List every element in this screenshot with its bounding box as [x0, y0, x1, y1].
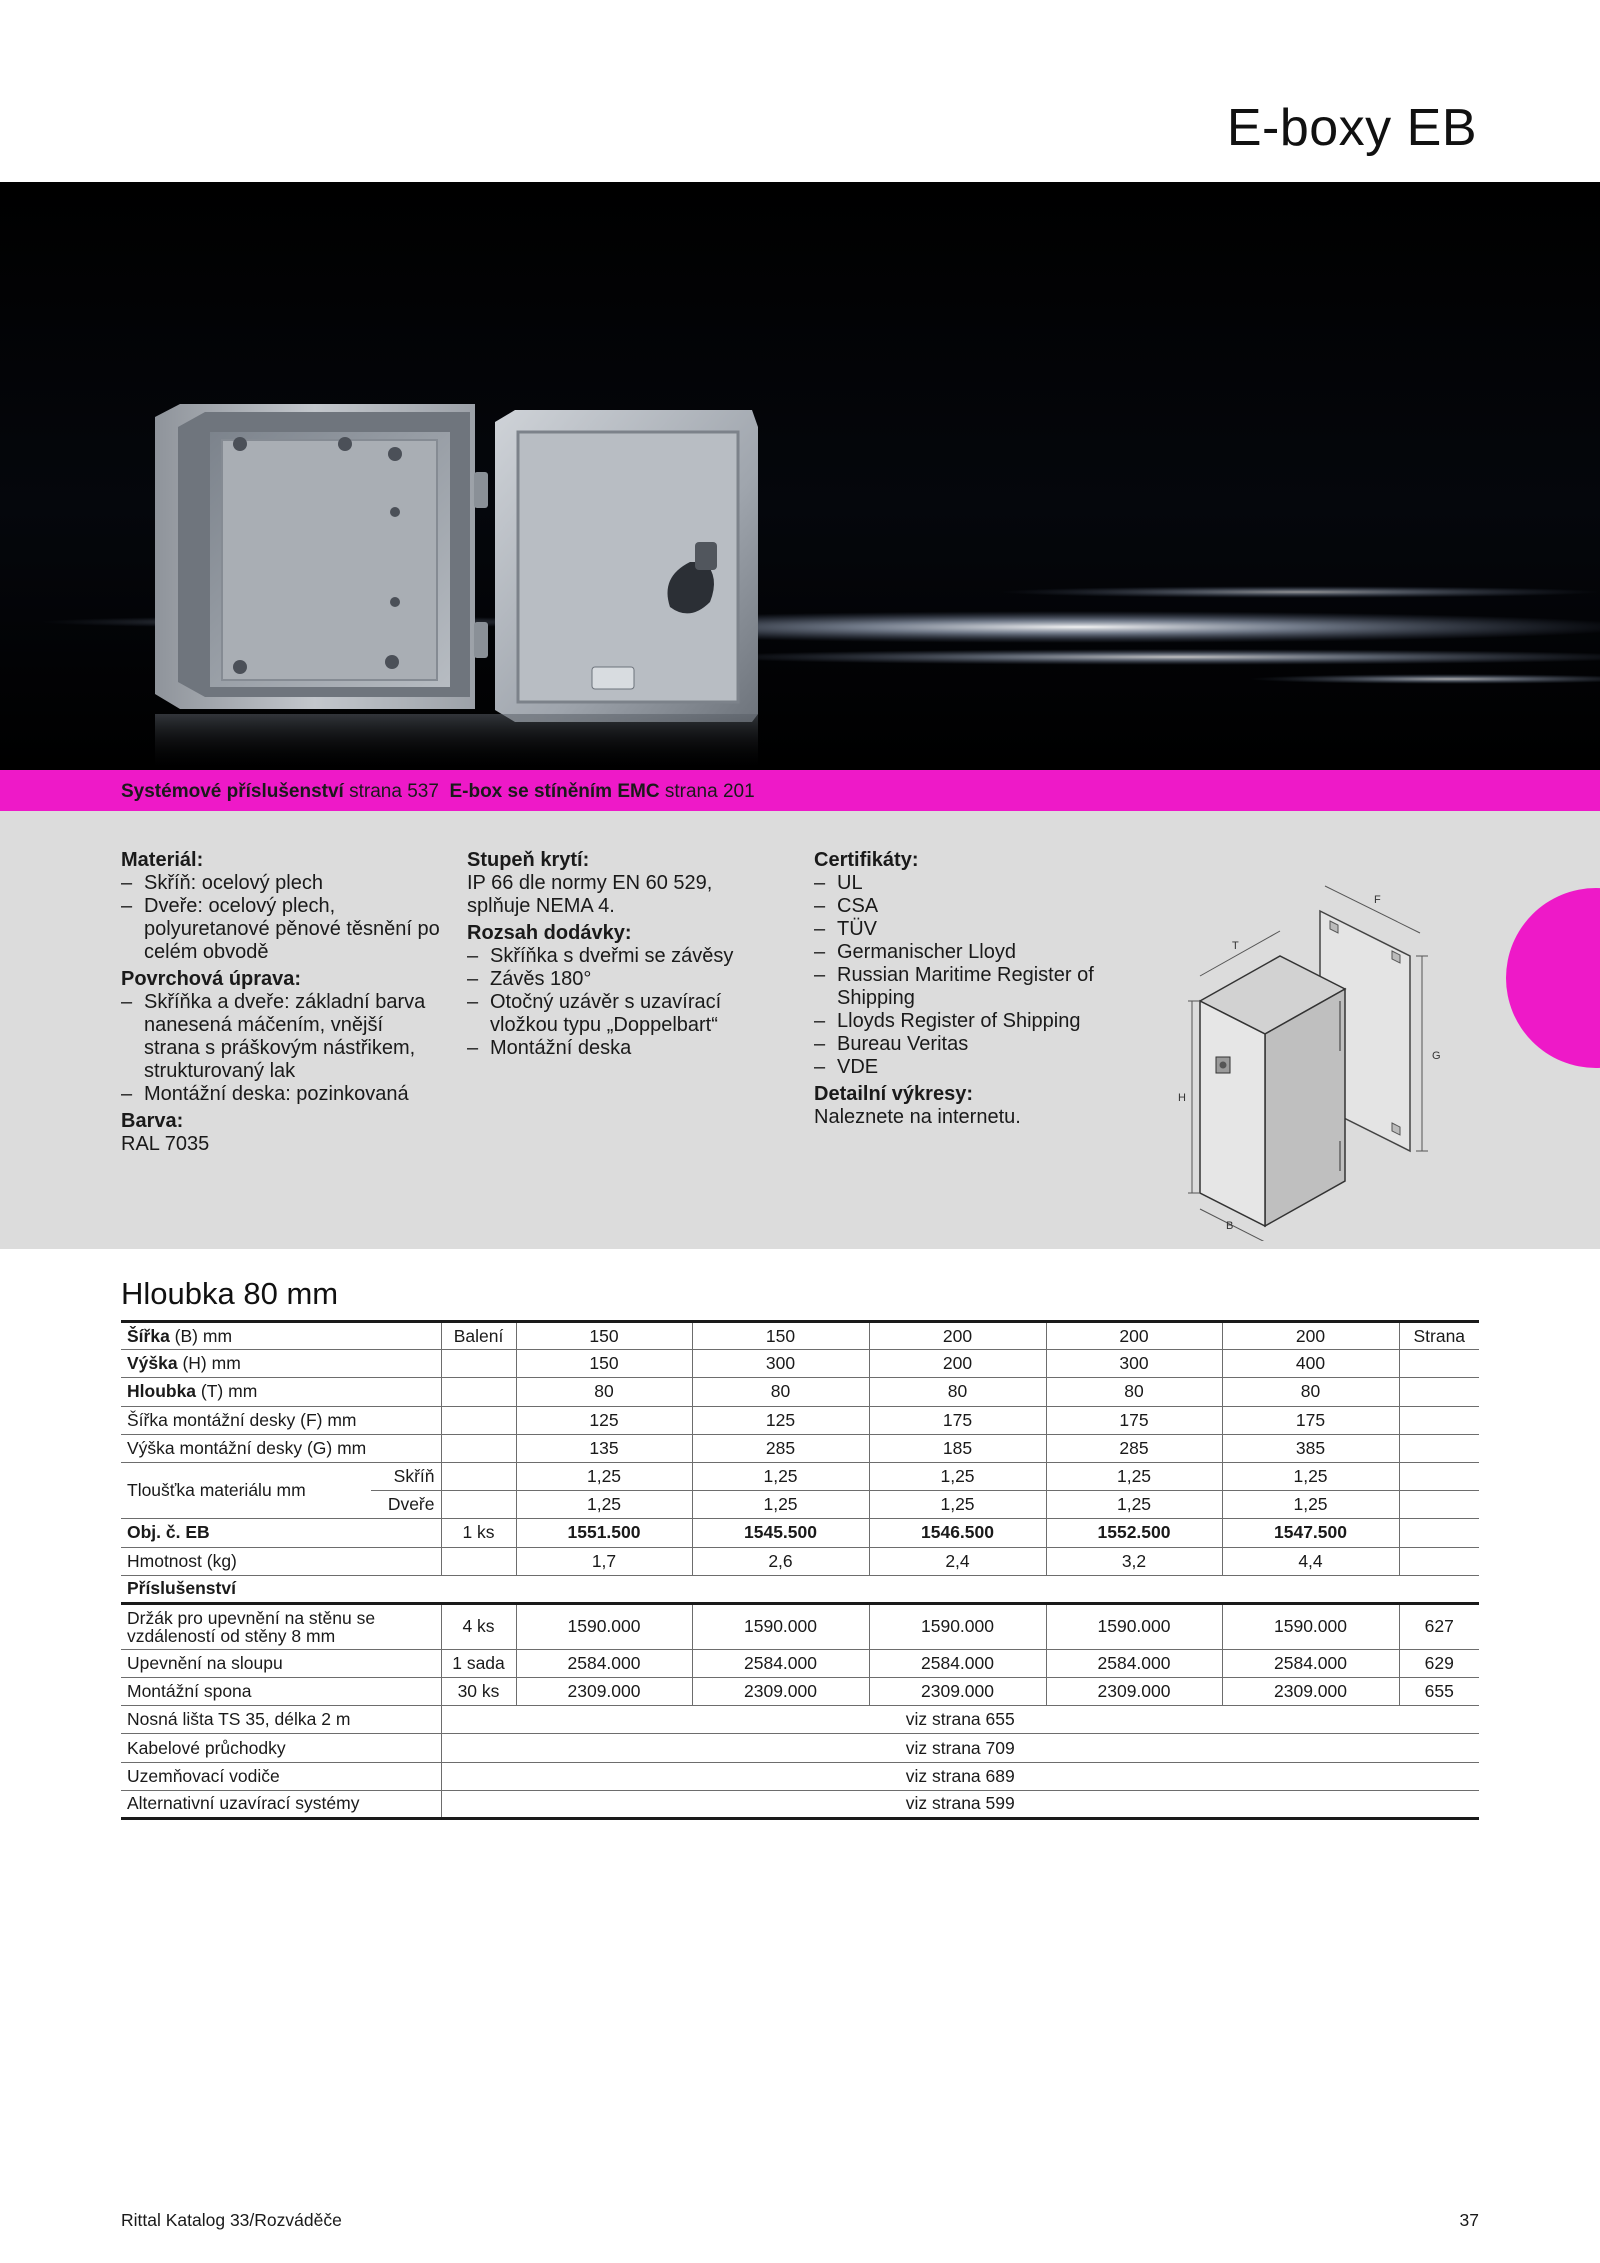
row-label: Montážní spona	[121, 1678, 441, 1706]
table-cell: 185	[869, 1434, 1046, 1462]
diagram-label-b: B	[1226, 1220, 1234, 1232]
footer-catalog-title: Rittal Katalog 33/Rozváděče	[121, 2210, 342, 2230]
table-row	[121, 1762, 1479, 1790]
protection-value: IP 66 dle normy EN 60 529, splňuje NEMA 4.	[467, 872, 713, 917]
table-cell: 2584.000	[869, 1649, 1046, 1677]
table-cell: 1 ks	[441, 1519, 516, 1547]
list-item: – VDE	[814, 1056, 1134, 1079]
table-cell: 3,2	[1046, 1547, 1222, 1575]
list-item: – Russian Maritime Register of Shipping	[814, 964, 1134, 1010]
table-cell: 2309.000	[692, 1678, 869, 1706]
table-cell: 1,25	[1222, 1462, 1399, 1490]
decorative-circle	[1506, 888, 1600, 1068]
table-cell: 1 sada	[441, 1649, 516, 1677]
table-cell: 2,4	[869, 1547, 1046, 1575]
table-cell: 2309.000	[1222, 1678, 1399, 1706]
table-cell: 655	[1399, 1678, 1479, 1706]
table-cell: 2584.000	[692, 1649, 869, 1677]
material-heading: Materiál:	[121, 849, 204, 871]
table-cell: 2584.000	[516, 1649, 692, 1677]
row-sublabel: Skříň	[371, 1462, 441, 1490]
table-cell	[441, 1547, 516, 1575]
table-cell: 200	[1046, 1322, 1222, 1350]
list-item: – Lloyds Register of Shipping	[814, 1010, 1134, 1033]
table-row	[121, 1519, 1479, 1547]
table-cell: 80	[516, 1378, 692, 1406]
table-cell	[441, 1406, 516, 1434]
specifications-band	[0, 811, 1600, 1249]
row-label: Držák pro upevnění na stěnu se vzdáleností od stěny 8 mm	[121, 1603, 441, 1649]
table-cell: 200	[869, 1322, 1046, 1350]
product-hero-image	[0, 182, 1600, 770]
table-cell: 1,25	[692, 1462, 869, 1490]
table-row	[121, 1678, 1479, 1706]
table-cell: 1,25	[869, 1462, 1046, 1490]
table-cell: 1590.000	[1046, 1603, 1222, 1649]
row-label: Upevnění na sloupu	[121, 1649, 441, 1677]
table-cell: 125	[516, 1406, 692, 1434]
table-cell: 80	[1222, 1378, 1399, 1406]
drawings-value: Naleznete na internetu.	[814, 1106, 1021, 1128]
table-cell	[441, 1378, 516, 1406]
row-sublabel: Dveře	[371, 1491, 441, 1519]
table-cell: 2,6	[692, 1547, 869, 1575]
table-cell: 150	[516, 1350, 692, 1378]
row-label: Výška (H) mm	[121, 1350, 441, 1378]
table-cell	[1399, 1547, 1479, 1575]
list-item: – Bureau Veritas	[814, 1033, 1134, 1056]
drawings-heading: Detailní výkresy:	[814, 1083, 973, 1105]
diagram-label-g: G	[1432, 1050, 1441, 1062]
table-cell: 80	[1046, 1378, 1222, 1406]
row-label: Hloubka (T) mm	[121, 1378, 441, 1406]
table-cell: 1,7	[516, 1547, 692, 1575]
table-cell: 1590.000	[692, 1603, 869, 1649]
color-value: RAL 7035	[121, 1133, 210, 1155]
table-row	[121, 1547, 1479, 1575]
table-cell: 400	[1222, 1350, 1399, 1378]
table-cell: 1545.500	[692, 1519, 869, 1547]
supply-list	[467, 945, 767, 1060]
table-cell: 300	[1046, 1350, 1222, 1378]
table-cell: 629	[1399, 1649, 1479, 1677]
table-cell: 300	[692, 1350, 869, 1378]
section-title: Hloubka 80 mm	[121, 1276, 339, 1311]
table-row	[121, 1322, 1479, 1350]
reference-cell: viz strana 655	[441, 1706, 1479, 1734]
table-cell: 285	[1046, 1434, 1222, 1462]
product-table	[121, 1320, 1479, 1820]
table-cell: 2309.000	[516, 1678, 692, 1706]
spec-column-certificates	[814, 845, 1134, 1129]
table-cell	[441, 1434, 516, 1462]
spec-column-material	[121, 845, 441, 1156]
system-accessories-page: strana 537	[349, 781, 439, 802]
row-label: Kabelové průchodky	[121, 1734, 441, 1762]
reference-cell: viz strana 599	[441, 1790, 1479, 1818]
table-cell: 1590.000	[516, 1603, 692, 1649]
table-cell	[441, 1350, 516, 1378]
reference-cell: viz strana 689	[441, 1762, 1479, 1790]
table-cell: 385	[1222, 1434, 1399, 1462]
spec-column-protection	[467, 845, 767, 1060]
table-cell	[1399, 1519, 1479, 1547]
table-row	[121, 1603, 1479, 1649]
table-cell	[1399, 1434, 1479, 1462]
diagram-label-f: F	[1374, 894, 1381, 906]
table-cell: 1590.000	[869, 1603, 1046, 1649]
page-header: Strana	[1399, 1322, 1479, 1350]
material-list	[121, 872, 441, 964]
row-label: Výška montážní desky (G) mm	[121, 1434, 441, 1462]
table-cell: 285	[692, 1434, 869, 1462]
table-row	[121, 1434, 1479, 1462]
table-cell: 150	[692, 1322, 869, 1350]
table-cell: 1,25	[1046, 1491, 1222, 1519]
row-label: Nosná lišta TS 35, délka 2 m	[121, 1706, 441, 1734]
table-cell	[441, 1491, 516, 1519]
list-item: – CSA	[814, 895, 1134, 918]
table-cell: 4,4	[1222, 1547, 1399, 1575]
dimension-diagram	[1170, 861, 1450, 1241]
list-item: – TÜV	[814, 918, 1134, 941]
table-cell: 175	[1222, 1406, 1399, 1434]
table-cell: 1551.500	[516, 1519, 692, 1547]
row-label: Uzemňovací vodiče	[121, 1762, 441, 1790]
table-cell: 2309.000	[1046, 1678, 1222, 1706]
row-label: Alternativní uzavírací systémy	[121, 1790, 441, 1818]
table-row	[121, 1734, 1479, 1762]
table-row	[121, 1575, 1479, 1603]
emc-box-page: strana 201	[664, 781, 755, 802]
list-item: – Závěs 180°	[467, 968, 767, 991]
table-cell: 80	[869, 1378, 1046, 1406]
list-item: – Skříňka a dveře: základní barva nanesená máčením, vnější strana s práškovým nástřikem, strukturovaný lak	[121, 991, 441, 1083]
table-cell: 1547.500	[1222, 1519, 1399, 1547]
list-item: – Montážní deska: pozinkovaná	[121, 1083, 441, 1106]
table-row	[121, 1649, 1479, 1677]
table-cell	[1399, 1378, 1479, 1406]
table-cell: 1,25	[1046, 1462, 1222, 1490]
table-cell: 2584.000	[1222, 1649, 1399, 1677]
row-label: Obj. č. EB	[121, 1519, 441, 1547]
list-item: – Skříňka s dveřmi se závěsy	[467, 945, 767, 968]
row-label: Hmotnost (kg)	[121, 1547, 441, 1575]
table-cell: 135	[516, 1434, 692, 1462]
table-row	[121, 1790, 1479, 1818]
pack-header: Balení	[441, 1322, 516, 1350]
table-cell: 1,25	[516, 1462, 692, 1490]
list-item: – UL	[814, 872, 1134, 895]
table-row	[121, 1406, 1479, 1434]
table-cell: 1,25	[1222, 1491, 1399, 1519]
table-cell	[1399, 1491, 1479, 1519]
surface-heading: Povrchová úprava:	[121, 968, 302, 990]
list-item: – Germanischer Lloyd	[814, 941, 1134, 964]
table-cell: 4 ks	[441, 1603, 516, 1649]
protection-heading: Stupeň krytí:	[467, 849, 590, 871]
row-label: Šířka (B) mm	[121, 1322, 441, 1350]
diagram-label-h: H	[1178, 1092, 1186, 1104]
list-item: – Skříň: ocelový plech	[121, 872, 441, 895]
reference-cell: viz strana 709	[441, 1734, 1479, 1762]
table-row	[121, 1706, 1479, 1734]
emc-box-label: E-box se stíněním EMC	[449, 781, 660, 802]
table-cell: 200	[869, 1350, 1046, 1378]
table-cell: 2309.000	[869, 1678, 1046, 1706]
list-item: – Dveře: ocelový plech, polyuretanové pěnové těsnění po celém obvodě	[121, 895, 441, 964]
table-cell	[1399, 1462, 1479, 1490]
table-cell: 1546.500	[869, 1519, 1046, 1547]
accessories-bar	[0, 770, 1600, 811]
list-item: – Otočný uzávěr s uzavírací vložkou typu „Doppelbart“	[467, 991, 767, 1037]
surface-list	[121, 991, 441, 1106]
table-cell: 1590.000	[1222, 1603, 1399, 1649]
accessories-heading: Příslušenství	[121, 1575, 1479, 1603]
table-cell: 1,25	[869, 1491, 1046, 1519]
table-cell: 1,25	[692, 1491, 869, 1519]
table-cell: 200	[1222, 1322, 1399, 1350]
diagram-label-t: T	[1232, 940, 1239, 952]
table-cell	[1399, 1406, 1479, 1434]
table-cell: 125	[692, 1406, 869, 1434]
table-row	[121, 1462, 1479, 1490]
table-cell: 150	[516, 1322, 692, 1350]
table-cell: 30 ks	[441, 1678, 516, 1706]
table-cell: 2584.000	[1046, 1649, 1222, 1677]
supply-heading: Rozsah dodávky:	[467, 922, 632, 944]
table-cell: 175	[869, 1406, 1046, 1434]
table-cell: 627	[1399, 1603, 1479, 1649]
table-cell: 1552.500	[1046, 1519, 1222, 1547]
system-accessories-label: Systémové příslušenství	[121, 781, 344, 802]
row-label: Tloušťka materiálu mm	[121, 1462, 371, 1518]
page-title: E-boxy EB	[1226, 99, 1477, 157]
footer-page-number: 37	[1459, 2210, 1479, 2230]
color-heading: Barva:	[121, 1110, 184, 1132]
table-cell: 80	[692, 1378, 869, 1406]
table-cell: 175	[1046, 1406, 1222, 1434]
table-cell	[441, 1462, 516, 1490]
table-row	[121, 1350, 1479, 1378]
certificates-heading: Certifikáty:	[814, 849, 919, 871]
list-item: – Montážní deska	[467, 1037, 767, 1060]
table-cell: 1,25	[516, 1491, 692, 1519]
table-row	[121, 1378, 1479, 1406]
certificates-list	[814, 872, 1134, 1079]
table-cell	[1399, 1350, 1479, 1378]
row-label: Šířka montážní desky (F) mm	[121, 1406, 441, 1434]
